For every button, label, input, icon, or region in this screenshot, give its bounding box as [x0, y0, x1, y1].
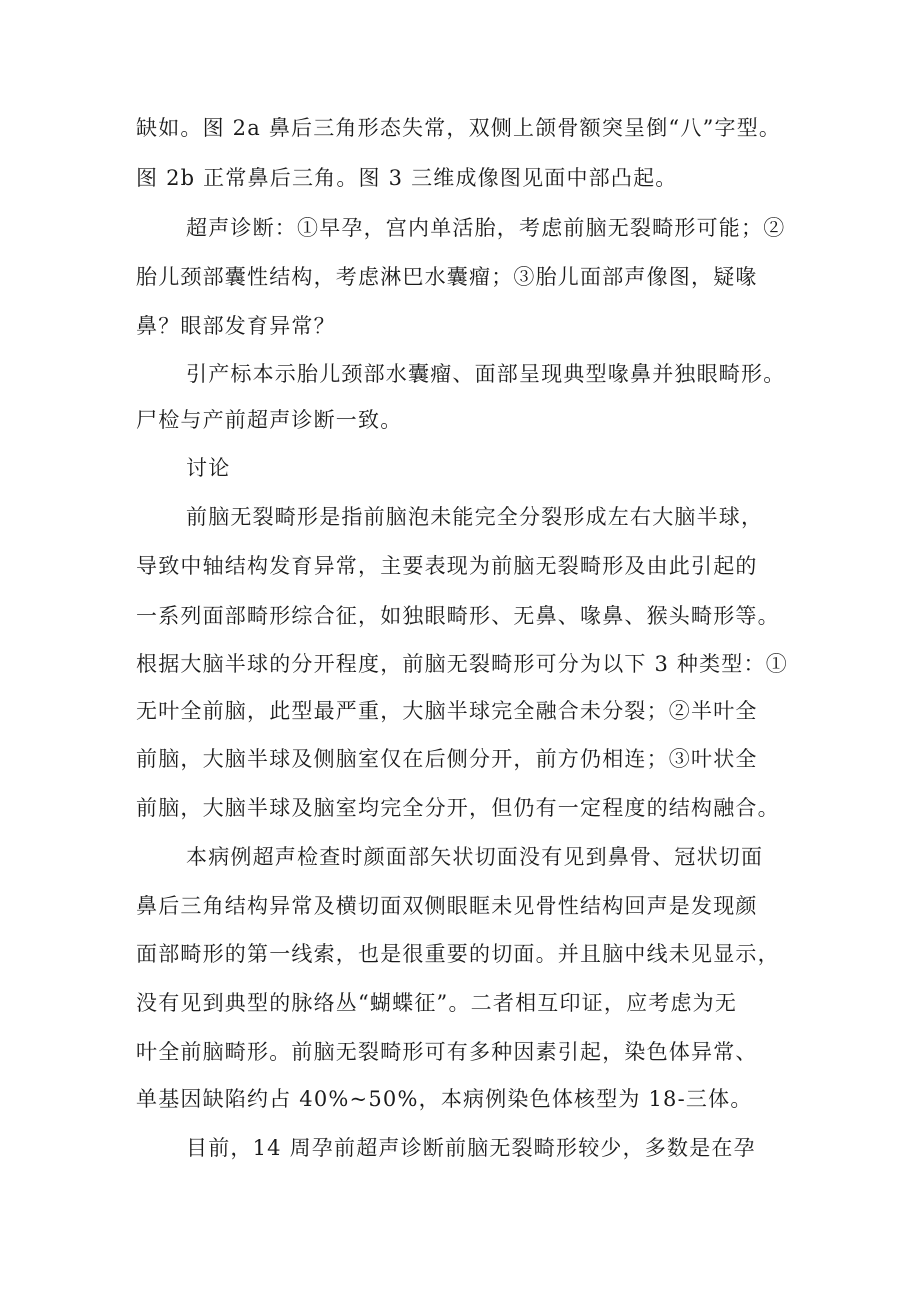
text-line: 缺如。图 2a 鼻后三角形态失常，双侧上颌骨额突呈倒“八”字型。	[136, 116, 782, 140]
text-line: 鼻后三角结构异常及横切面双侧眼眶未见骨性结构回声是发现颜	[136, 894, 758, 918]
text-line: 超声诊断：①早孕，宫内单活胎，考虑前脑无裂畸形可能；②	[186, 216, 786, 240]
text-line: 尸检与产前超声诊断一致。	[136, 408, 403, 432]
text-line: 目前，14 周孕前超声诊断前脑无裂畸形较少，多数是在孕	[186, 1136, 756, 1160]
text-line: 前脑无裂畸形是指前脑泡未能完全分裂形成左右大脑半球，	[186, 505, 764, 529]
text-line: 图 2b 正常鼻后三角。图 3 三维成像图见面中部凸起。	[136, 166, 678, 190]
text-line: 前脑，大脑半球及脑室均完全分开，但仍有一定程度的结构融合。	[136, 796, 780, 820]
text-line: 根据大脑半球的分开程度，前脑无裂畸形可分为以下 3 种类型：①	[136, 652, 788, 676]
text-line: 导致中轴结构发育异常，主要表现为前脑无裂畸形及由此引起的	[136, 554, 758, 578]
section-heading: 讨论	[186, 456, 231, 480]
text-line: 鼻？眼部发育异常？	[136, 314, 336, 338]
text-line: 叶全前脑畸形。前脑无裂畸形可有多种因素引起，染色体异常、	[136, 1040, 758, 1064]
text-line: 引产标本示胎儿颈部水囊瘤、面部呈现典型喙鼻并独眼畸形。	[186, 362, 786, 386]
text-line: 本病例超声检查时颜面部矢状切面没有见到鼻骨、冠状切面	[186, 845, 764, 869]
text-line: 前脑，大脑半球及侧脑室仅在后侧分开，前方仍相连；③叶状全	[136, 747, 758, 771]
text-line: 单基因缺陷约占 40%~50%，本病例染色体核型为 18-三体。	[136, 1087, 753, 1111]
text-line: 没有见到典型的脉络丛“蝴蝶征”。二者相互印证，应考虑为无	[136, 991, 738, 1015]
text-line: 一系列面部畸形综合征，如独眼畸形、无鼻、喙鼻、猴头畸形等。	[136, 604, 780, 628]
text-line: 面部畸形的第一线索，也是很重要的切面。并且脑中线未见显示，	[136, 942, 780, 966]
text-line: 无叶全前脑，此型最严重，大脑半球完全融合未分裂；②半叶全	[136, 699, 758, 723]
text-line: 胎儿颈部囊性结构，考虑淋巴水囊瘤；③胎儿面部声像图，疑喙	[136, 265, 758, 289]
